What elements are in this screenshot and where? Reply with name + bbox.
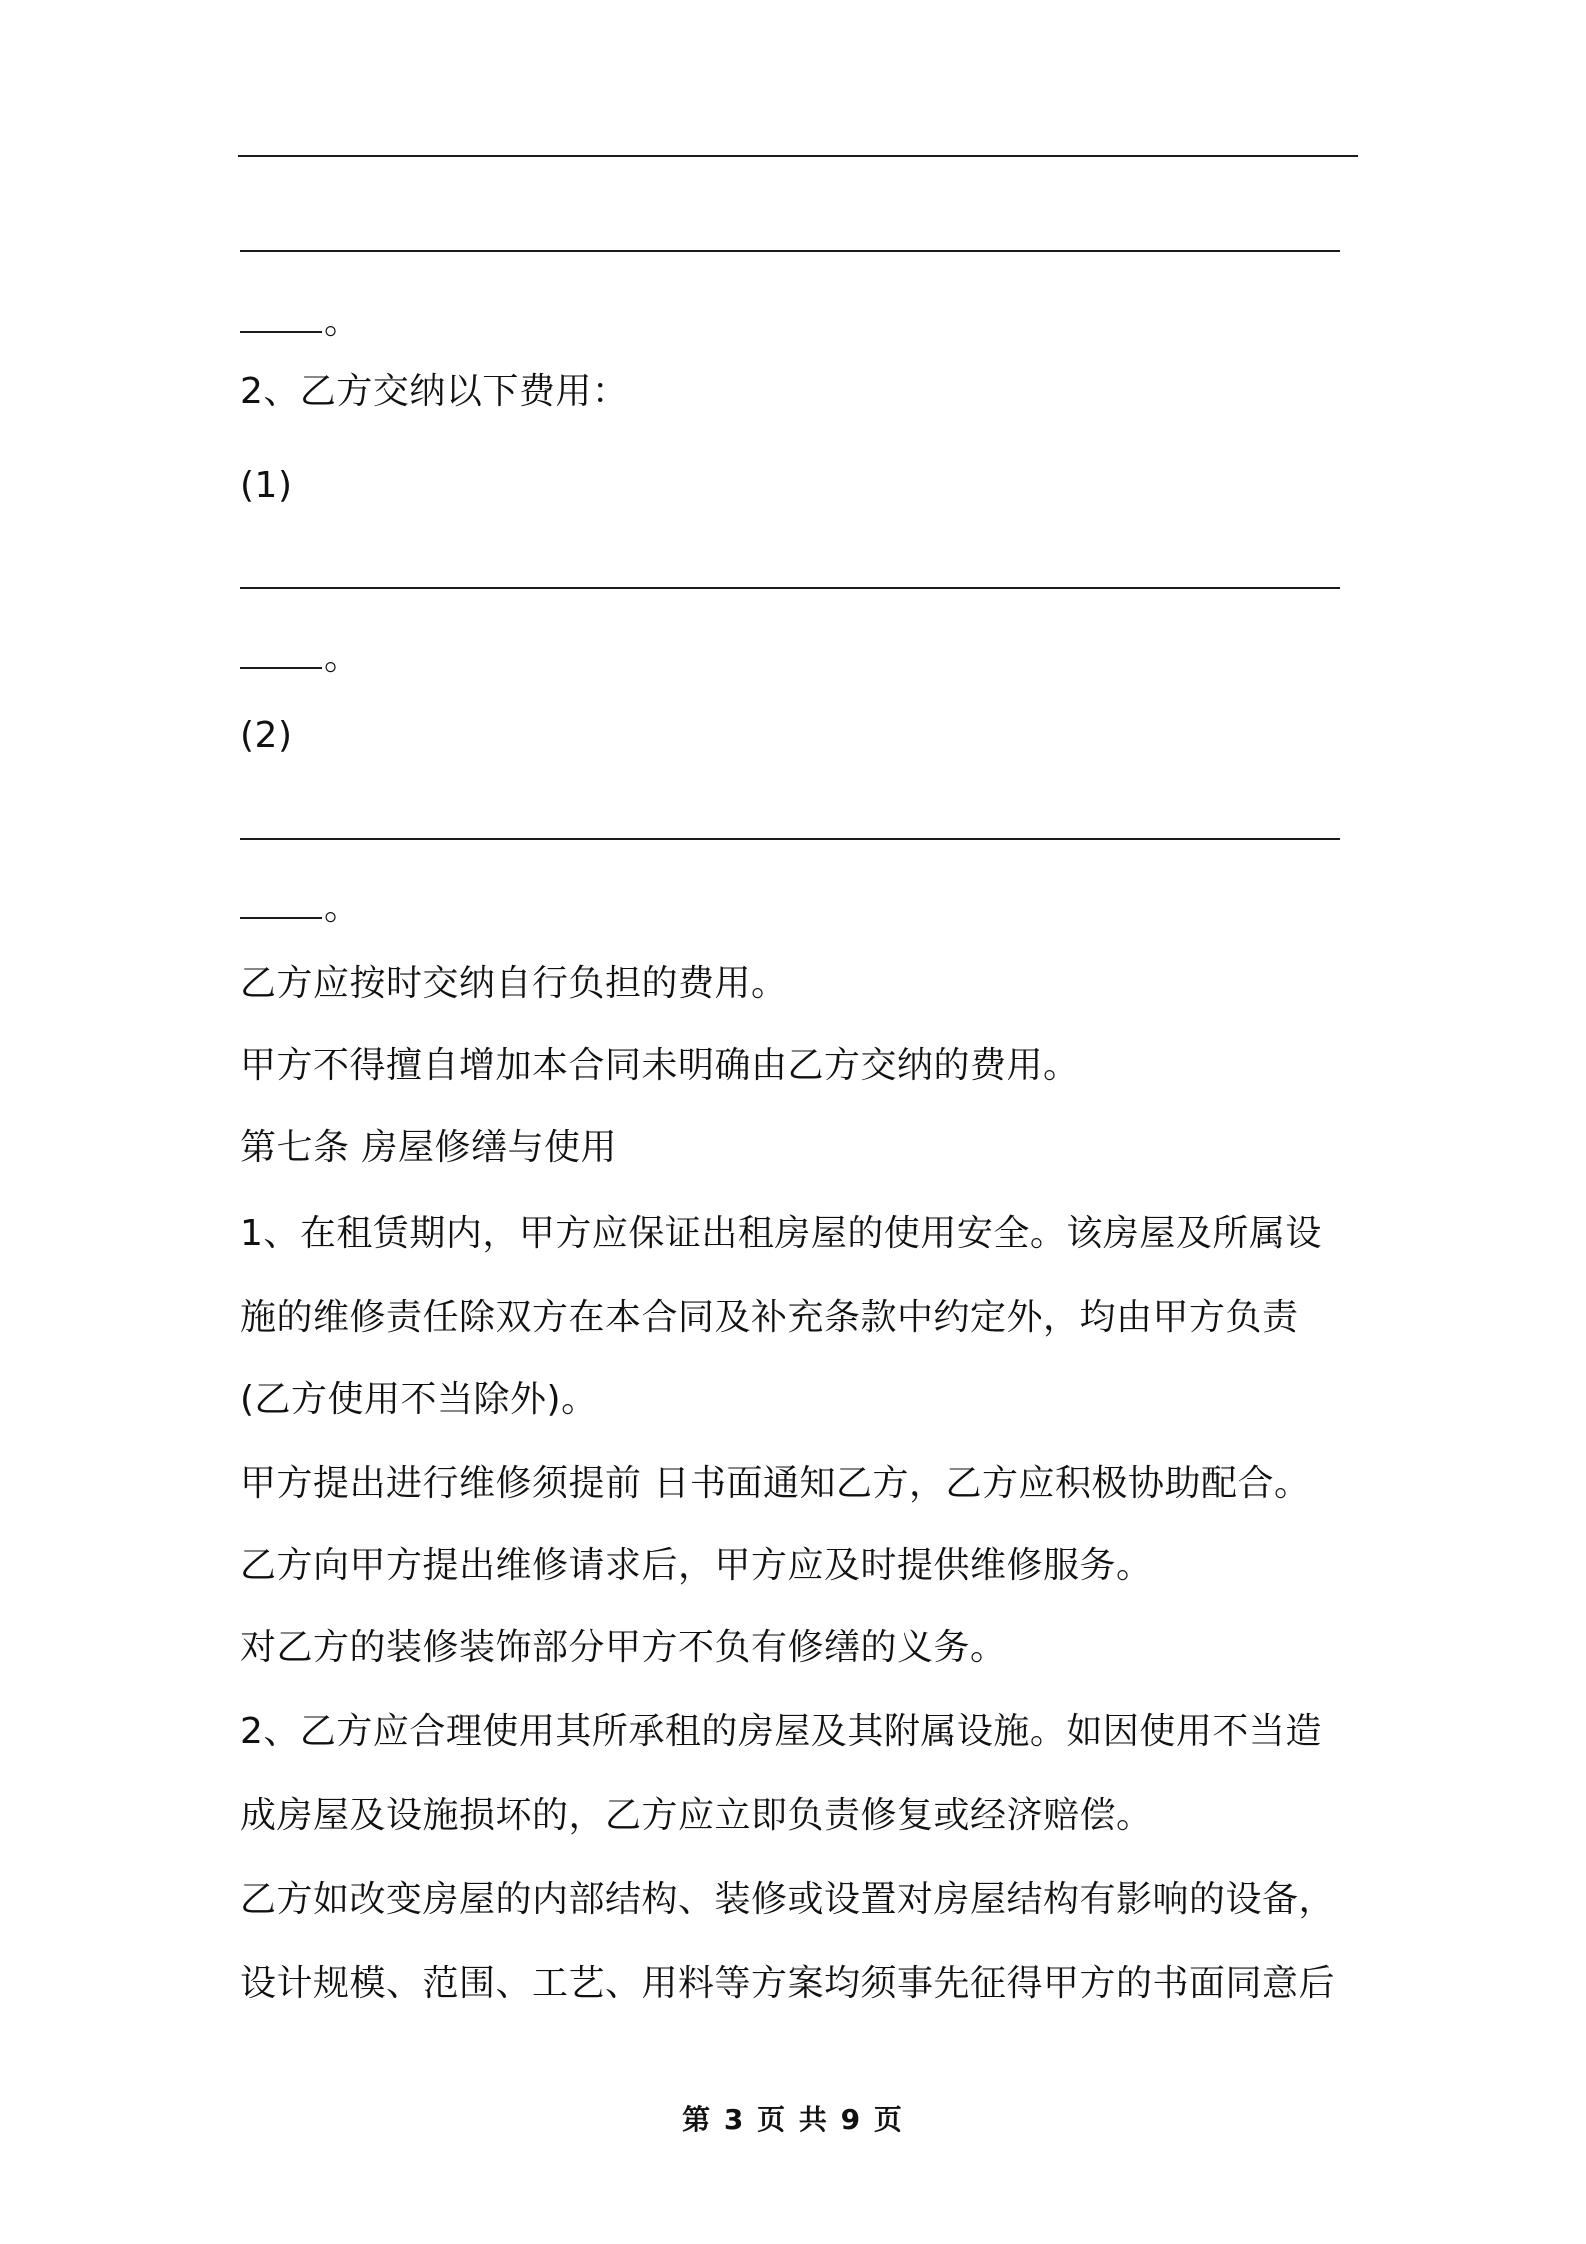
article-7-para-3-line-2: 设计规模、范围、工艺、用料等方案均须事先征得甲方的书面同意后 [240,1963,1336,2004]
fill-blank-end [240,634,361,682]
page-footer: 第 3 页 共 9 页 [682,2103,904,2136]
article-7-para-2-line-1: 2、乙方应合理使用其所承租的房屋及其附属设施。如因使用不当造 [240,1711,1322,1752]
article-7-title: 第七条 房屋修缮与使用 [240,1127,617,1168]
article-7-para-1-line-3: (乙方使用不当除外)。 [240,1379,598,1420]
fill-blank-end [240,298,361,346]
repair-request-text: 乙方向甲方提出维修请求后，甲方应及时提供维修服务。 [240,1545,1153,1586]
period: 。 [324,637,361,678]
fees-heading: 2、乙方交纳以下费用： [240,371,629,412]
top-rule [238,155,1358,157]
item-2-label: (2) [240,715,293,756]
decoration-text: 对乙方的装修装饰部分甲方不负有修缮的义务。 [240,1627,1007,1668]
no-extra-fees-text: 甲方不得擅自增加本合同未明确由乙方交纳的费用。 [240,1045,1080,1086]
article-7-para-1-line-2: 施的维修责任除双方在本合同及补充条款中约定外，均由甲方负责 [240,1297,1299,1338]
period: 。 [324,887,361,928]
fees-timely-text: 乙方应按时交纳自行负担的费用。 [240,963,788,1004]
fill-blank-short [240,643,322,669]
fill-blank-short [240,893,322,919]
fill-blank-line [240,838,1340,840]
article-7-para-3-line-1: 乙方如改变房屋的内部结构、装修或设置对房屋结构有影响的设备， [240,1879,1336,1920]
period: 。 [324,301,361,342]
fill-blank-line [240,587,1340,589]
item-1-label: (1) [240,465,293,506]
article-7-para-2-line-2: 成房屋及设施损坏的，乙方应立即负责修复或经济赔偿。 [240,1795,1153,1836]
fill-blank-line [240,250,1340,252]
fill-blank-short [240,307,322,333]
article-7-para-1-line-1: 1、在租赁期内，甲方应保证出租房屋的使用安全。该房屋及所属设 [240,1213,1322,1254]
fill-blank-end [240,884,361,932]
repair-notice-text: 甲方提出进行维修须提前 日书面通知乙方，乙方应积极协助配合。 [240,1463,1311,1504]
